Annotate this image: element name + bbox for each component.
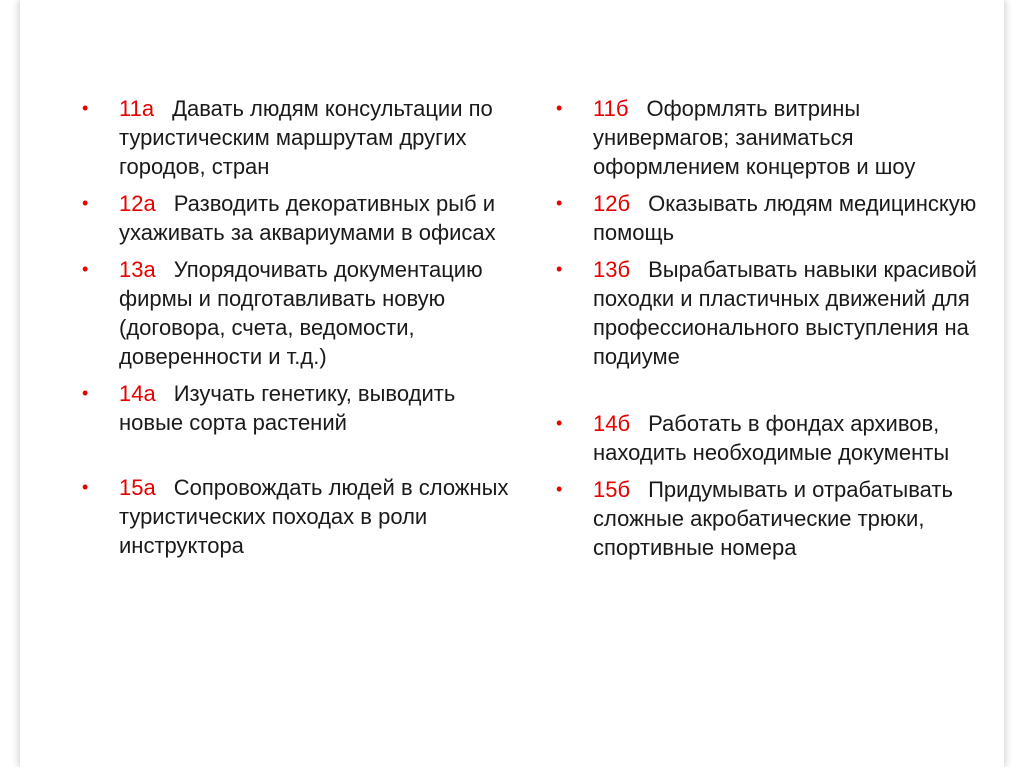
item-text: Сопровождать людей в сложных туристических походах в роли инструктора [119, 475, 509, 558]
item-text: Вырабатывать навыки красивой походки и пластичных движений для профессионального выступления на подиуме [593, 257, 977, 369]
list-item [82, 94, 522, 181]
list-item [556, 409, 996, 467]
list-item [556, 475, 996, 562]
bullet-icon: • [82, 259, 89, 279]
item-text: Работать в фондах архивов, находить необходимые документы [593, 411, 950, 465]
item-code: 12а [119, 191, 156, 216]
item-text: Оформлять витрины универмагов; заниматься оформлением концертов и шоу [593, 96, 916, 179]
item-text: Оказывать людям медицинскую помощь [593, 191, 977, 245]
item-code: 15а [119, 475, 156, 500]
item-code: 14а [119, 381, 156, 406]
item-code: 13а [119, 257, 156, 282]
item-text: Изучать генетику, выводить новые сорта растений [119, 381, 456, 435]
list-item [82, 189, 522, 247]
list-item [82, 255, 522, 371]
list-item [82, 379, 522, 437]
left-column [82, 94, 522, 568]
item-code: 14б [593, 411, 631, 436]
bullet-icon: • [82, 477, 89, 497]
bullet-icon: • [82, 383, 89, 403]
bullet-icon: • [82, 98, 89, 118]
bullet-icon: • [556, 259, 563, 279]
item-code: 12б [593, 191, 631, 216]
item-text: Упорядочивать документацию фирмы и подготавливать новую (договора, счета, ведомости, доверенности и т.д.) [119, 257, 483, 369]
right-column [556, 94, 996, 570]
bullet-icon: • [82, 193, 89, 213]
item-code: 15б [593, 477, 631, 502]
list-item [82, 473, 522, 560]
slide [20, 0, 1004, 767]
item-code: 11а [119, 96, 155, 121]
bullet-icon: • [556, 479, 563, 499]
bullet-icon: • [556, 98, 563, 118]
item-code: 13б [593, 257, 631, 282]
item-text: Разводить декоративных рыб и ухаживать за аквариумами в офисах [119, 191, 496, 245]
item-code: 11б [593, 96, 629, 121]
list-item [556, 255, 996, 371]
bullet-icon: • [556, 193, 563, 213]
list-item [556, 94, 996, 181]
list-item [556, 189, 996, 247]
bullet-icon: • [556, 413, 563, 433]
item-text: Придумывать и отрабатывать сложные акробатические трюки, спортивные номера [593, 477, 953, 560]
item-text: Давать людям консультации по туристическим маршрутам других городов, стран [119, 96, 493, 179]
